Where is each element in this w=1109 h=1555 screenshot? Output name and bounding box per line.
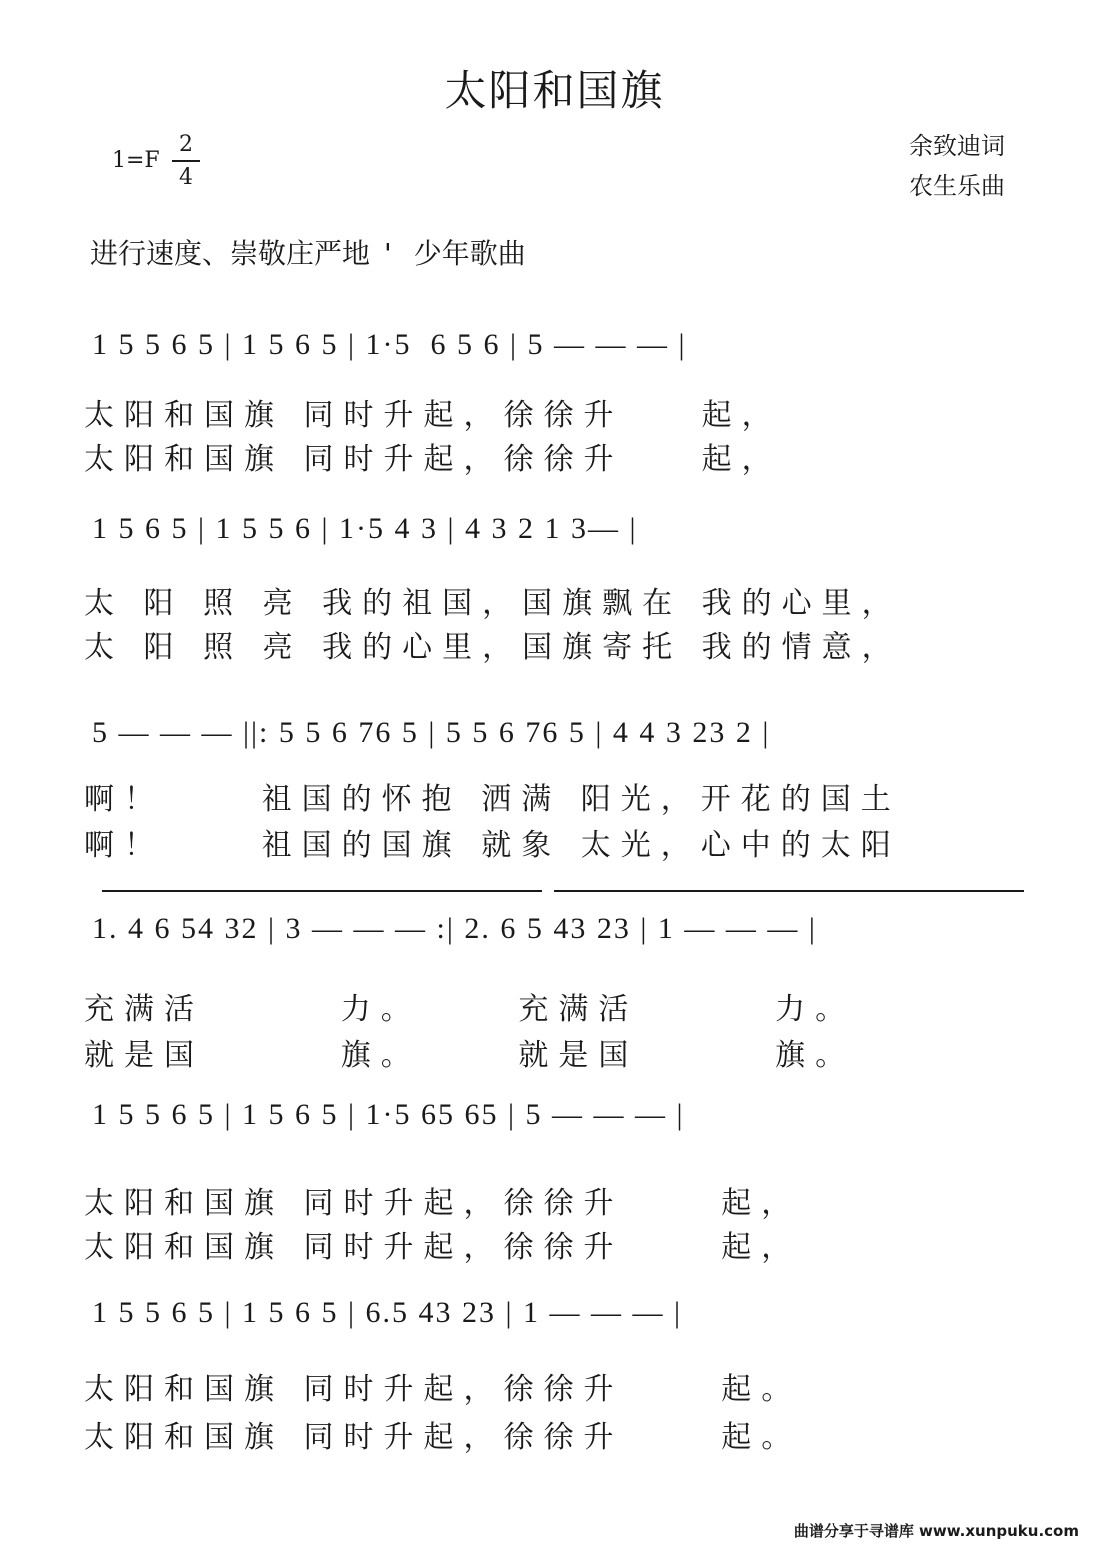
song-title: 太阳和国旗 <box>444 66 665 115</box>
score-system-6 <box>0 1296 1109 1476</box>
tempo-marking <box>90 232 526 272</box>
volta-1-bracket <box>102 890 542 892</box>
lyric-verse-2: 啊！ 祖国的国旗 就象 太光，心中的太阳 <box>84 828 901 863</box>
score-system-3 <box>0 716 1109 896</box>
volta-2-bracket <box>554 890 1024 892</box>
notation-line: 1 5 5 6 5 | 1 5 6 5 | 1·5 65 65 | 5 — — — | <box>92 1098 685 1131</box>
composer-credit: 农生乐曲 <box>909 172 1005 200</box>
time-signature-bar <box>172 160 200 162</box>
lyric-verse-1: 啊！ 祖国的怀抱 洒满 阳光，开花的国土 <box>84 782 901 817</box>
time-signature <box>172 132 200 190</box>
lyric-verse-1: 太阳和国旗 同时升起，徐徐升 起， <box>84 398 782 433</box>
song-genre: 少年歌曲 <box>413 237 526 270</box>
lyric-verse-1: 太阳和国旗 同时升起，徐徐升 起， <box>84 1186 802 1221</box>
lyric-verse-2: 太阳和国旗 同时升起，徐徐升 起。 <box>84 1420 802 1455</box>
notation-line: 1. 4 6 54 32 | 3 — — — :| 2. 6 5 43 23 | 1 — — — | <box>92 912 817 945</box>
notation-line: 1 5 5 6 5 | 1 5 6 5 | 6.5 43 23 | 1 — — — | <box>92 1296 683 1329</box>
score-system-1 <box>0 328 1109 508</box>
breath-mark: ' <box>384 237 392 270</box>
lyric-verse-1: 太 阳 照 亮 我的祖国，国旗飘在 我的心里， <box>84 586 902 621</box>
notation-line: 1 5 6 5 | 1 5 5 6 | 1·5 4 3 | 4 3 2 1 3— | <box>92 512 638 545</box>
lyric-verse-1: 充满活 力。 充满活 力。 <box>84 992 856 1027</box>
lyric-verse-2: 太阳和国旗 同时升起，徐徐升 起， <box>84 442 782 477</box>
score-system-2 <box>0 512 1109 692</box>
time-signature-top: 2 <box>179 132 193 157</box>
lyric-verse-2: 太阳和国旗 同时升起，徐徐升 起， <box>84 1230 802 1265</box>
score-system-4 <box>0 912 1109 1092</box>
lyric-verse-2: 就是国 旗。 就是国 旗。 <box>84 1038 856 1073</box>
notation-line: 1 5 5 6 5 | 1 5 6 5 | 1·5 6 5 6 | 5 — — — | <box>92 328 687 361</box>
lyric-verse-2: 太 阳 照 亮 我的心里，国旗寄托 我的情意， <box>84 630 902 665</box>
lyricist-credit: 余致迪词 <box>909 132 1005 160</box>
footer-credit: 曲谱分享于寻谱库 www.xunpuku.com <box>793 1522 1079 1540</box>
score-system-5 <box>0 1098 1109 1278</box>
tempo-text: 进行速度、崇敬庄严地 <box>90 237 371 270</box>
lyric-verse-1: 太阳和国旗 同时升起，徐徐升 起。 <box>84 1372 802 1407</box>
key-signature: 1=F <box>112 148 160 173</box>
time-signature-bottom: 4 <box>179 164 193 190</box>
notation-line: 5 — — — ||: 5 5 6 76 5 | 5 5 6 76 5 | 4 4 3 23 2 | <box>92 716 771 749</box>
